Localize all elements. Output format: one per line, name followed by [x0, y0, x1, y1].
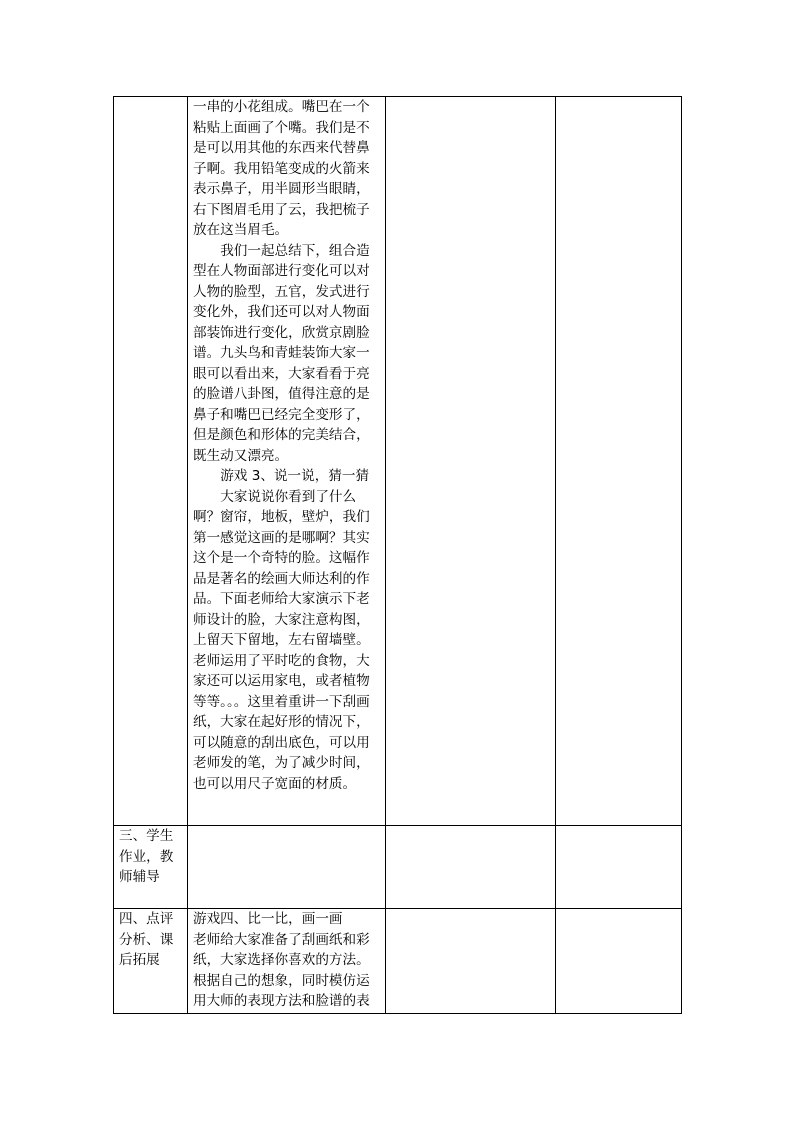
step-label-line: 后拓展 — [119, 952, 160, 968]
text-line: 一串的小花组成。嘴巴在一个 — [193, 99, 370, 115]
text-line: 老师给大家准备了刮画纸和彩 — [193, 931, 370, 948]
text-line: 等等。。。这里着重讲一下刮画 — [193, 693, 370, 710]
text-line: 用大师的表现方法和脸谱的表 — [193, 993, 370, 1009]
text-line: 纸，大家选择你喜欢的方法。 — [193, 952, 370, 968]
design-intent-cell — [556, 909, 682, 1014]
text-line: 老师发的笔，为了减少时间， — [193, 755, 370, 771]
text-line: 游戏四、比一比，画一画 — [193, 911, 343, 927]
step-label-line: 四、点评 — [119, 911, 174, 927]
step-label-cell — [114, 826, 188, 909]
text-line: 表示鼻子，用半圆形当眼睛， — [193, 181, 370, 197]
lesson-plan-table — [113, 96, 682, 1014]
text-line: 家还可以运用家电，或者植物 — [193, 673, 370, 689]
step-label-cell — [114, 909, 188, 1014]
text-line: 游戏 3、说一说，猜一猜 — [220, 468, 370, 484]
text-line: 变化外，我们还可以对人物面 — [193, 304, 370, 320]
design-intent-cell — [556, 826, 682, 909]
table-row — [114, 97, 682, 826]
text-line: 型在人物面部进行变化可以对 — [193, 263, 370, 279]
student-activity-cell — [386, 826, 556, 909]
step-label-line: 作业，教 — [119, 848, 174, 865]
text-line: 师设计的脸，大家注意构图， — [193, 611, 370, 628]
student-activity-cell — [386, 909, 556, 1014]
text-line: 根据自己的想象，同时模仿运 — [193, 972, 370, 989]
text-line: 鼻子和嘴巴已经完全变形了， — [193, 406, 370, 423]
text-line: 也可以用尺子宽面的材质。 — [193, 775, 357, 792]
text-line: 品是著名的绘画大师达利的作 — [193, 570, 370, 587]
text-line: 粘贴上面画了个嘴。我们是不 — [193, 119, 370, 136]
text-line: 老师运用了平时吃的食物，大 — [193, 652, 370, 669]
text-line: 可以随意的刮出底色，可以用 — [193, 734, 370, 751]
text-line: 右下图眉毛用了云，我把梳子 — [193, 201, 370, 218]
text-line: 的脸谱八卦图，值得注意的是 — [193, 386, 370, 402]
teacher-activity-cell — [188, 909, 386, 1014]
text-line: 放在这当眉毛。 — [193, 222, 289, 238]
design-intent-cell — [556, 97, 682, 826]
text-line: 但是颜色和形体的完美结合， — [193, 427, 370, 443]
text-line: 是可以用其他的东西来代替鼻 — [193, 140, 370, 156]
text-line: 部装饰进行变化，欣赏京剧脸 — [193, 324, 370, 341]
teacher-activity-cell — [188, 826, 386, 909]
text-line: 大家说说你看到了什么 — [220, 488, 357, 505]
teacher-activity-cell — [188, 97, 386, 826]
text-line: 上留天下留地，左右留墙壁。 — [193, 632, 370, 648]
step-label-line: 分析、课 — [119, 931, 174, 948]
table-row — [114, 909, 682, 1014]
text-line: 子啊。我用铅笔变成的火箭来 — [193, 160, 370, 177]
text-line: 品。下面老师给大家演示下老 — [193, 591, 370, 607]
step-label-line: 三、学生 — [119, 828, 174, 844]
text-line: 眼可以看出来，大家看看于亮 — [193, 365, 370, 382]
text-line: 我们一起总结下，组合造 — [220, 242, 370, 259]
text-line: 纸，大家在起好形的情况下， — [193, 714, 370, 730]
text-line: 啊？窗帘，地板，壁炉，我们 — [193, 509, 370, 525]
text-line: 谱。九头鸟和青蛙装饰大家一 — [193, 345, 370, 361]
student-activity-cell — [386, 97, 556, 826]
text-line: 这个是一个奇特的脸。这幅作 — [193, 550, 370, 566]
step-label-line: 师辅导 — [119, 869, 160, 885]
text-line: 既生动又漂亮。 — [193, 447, 289, 464]
text-line: 人物的脸型，五官，发式进行 — [193, 283, 370, 300]
step-label-cell — [114, 97, 188, 826]
text-line: 第一感觉这画的是哪啊？其实 — [193, 529, 370, 546]
table-row — [114, 826, 682, 909]
